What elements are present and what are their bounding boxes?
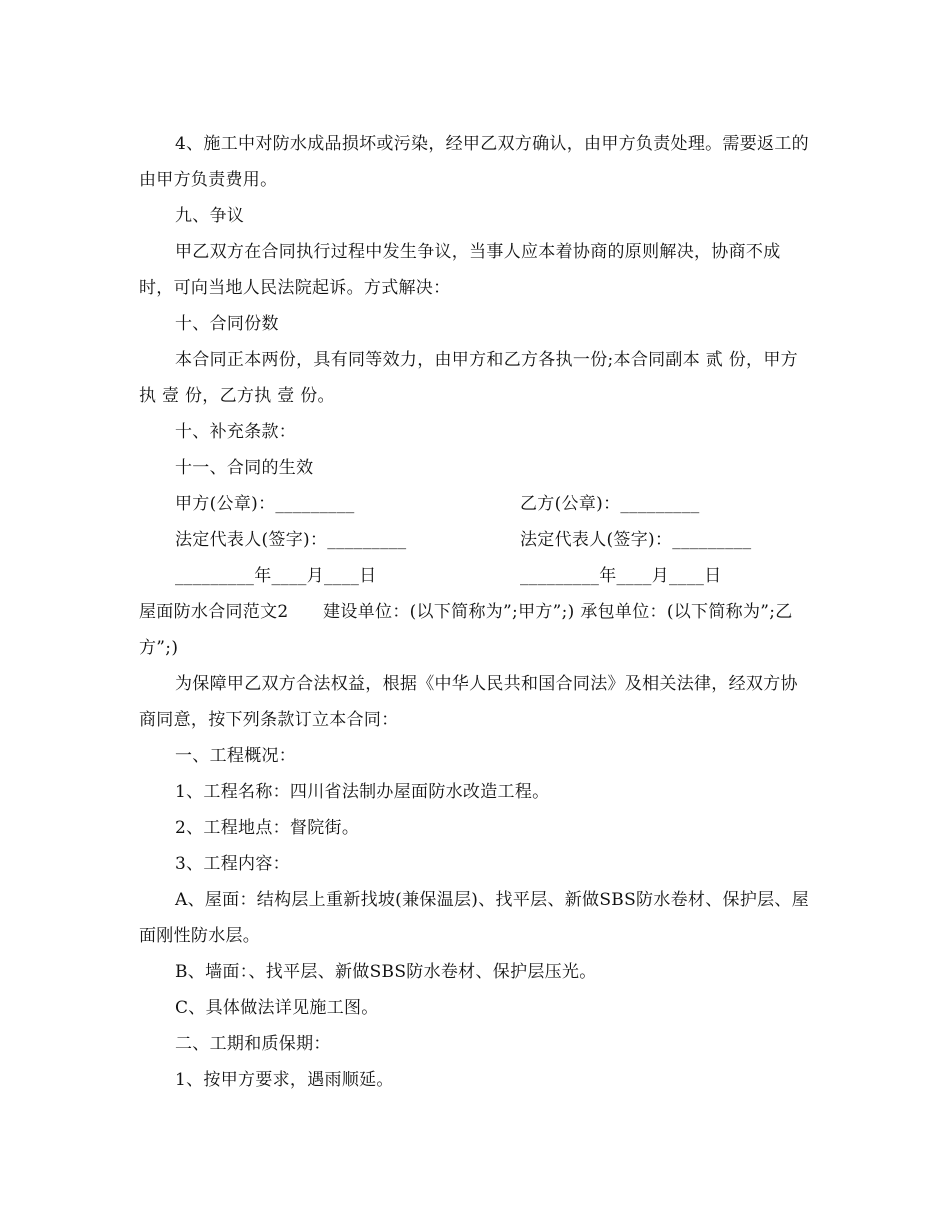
heading-effectiveness: 十一、合同的生效 — [175, 458, 314, 478]
party-a-date-field: _________年____月____日 — [175, 566, 377, 586]
item-project-location: 2、工程地点：督院街。 — [175, 818, 360, 838]
paragraph-dispute: 甲乙双方在合同执行过程中发生争议，当事人应本着协商的原则解决，协商不成时，可向当地人民法院起诉。方式解决： — [139, 242, 781, 298]
item-wall-work: B、墙面：、找平层、新做SBS防水卷材、保护层压光。 — [175, 962, 597, 982]
signature-row-seal — [139, 486, 811, 522]
item-schedule: 1、按甲方要求，遇雨顺延。 — [175, 1070, 394, 1090]
item-roof-work: A、屋面：结构层上重新找坡(兼保温层)、找平层、新做SBS防水卷材、保护层、屋面刚性防水层。 — [139, 890, 810, 946]
heading-copies: 十、合同份数 — [175, 314, 279, 334]
party-a-representative-field: 法定代表人(签字)：_________ — [175, 530, 407, 550]
party-b-seal-field: 乙方(公章)：_________ — [520, 494, 700, 514]
heading-dispute: 九、争议 — [175, 206, 245, 226]
paragraph-copies: 本合同正本两份，具有同等效力，由甲方和乙方各执一份;本合同副本 贰 份，甲方执 壹 份，乙方执 壹 份。 — [139, 350, 798, 406]
signature-row-representative — [139, 522, 811, 558]
paragraph-damage-clause: 4、施工中对防水成品损坏或污染，经甲乙双方确认，由甲方负责处理。需要返工的由甲方负责费用。 — [139, 134, 809, 190]
party-b-date-field: _________年____月____日 — [520, 566, 722, 586]
paragraph-contract-sample-2-parties: 屋面防水合同范文2 建设单位：(以下简称为”;甲方”;) 承包单位：(以下简称为”;乙方”;) — [139, 602, 793, 658]
signature-row-date — [139, 558, 811, 594]
item-construction-drawing: C、具体做法详见施工图。 — [175, 998, 379, 1018]
heading-schedule-warranty: 二、工期和质保期： — [175, 1034, 331, 1054]
party-a-seal-field: 甲方(公章)：_________ — [175, 494, 355, 514]
heading-supplementary: 十、补充条款： — [175, 422, 297, 442]
item-project-name: 1、工程名称：四川省法制办屋面防水改造工程。 — [175, 782, 550, 802]
document-body — [139, 126, 811, 1098]
paragraph-purpose: 为保障甲乙双方合法权益，根据《中华人民共和国合同法》及相关法律，经双方协商同意，按下列条款订立本合同： — [139, 674, 798, 730]
heading-project-overview: 一、工程概况： — [175, 746, 297, 766]
item-project-content: 3、工程内容： — [175, 854, 290, 874]
party-b-representative-field: 法定代表人(签字)：_________ — [520, 530, 752, 550]
